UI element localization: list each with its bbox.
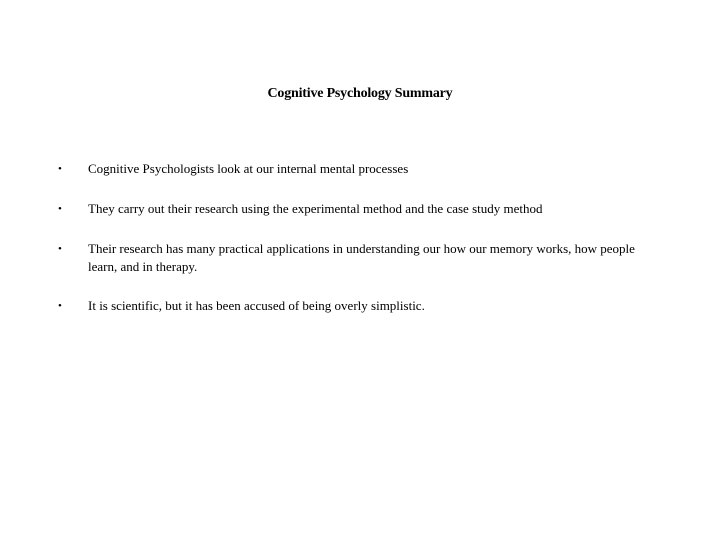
bullet-text: Cognitive Psychologists look at our internal mental processes [88, 161, 409, 176]
bullet-text: It is scientific, but it has been accused of being overly simplistic. [88, 298, 425, 313]
bullet-text: Their research has many practical applications in understanding our how our memory works, how people learn, and in therapy. [88, 241, 635, 274]
bullet-dot-icon: • [58, 203, 62, 215]
bullet-dot-icon: • [58, 300, 62, 312]
slide-title: Cognitive Psychology Summary [267, 86, 453, 101]
bullet-text: They carry out their research using the experimental method and the case study method [88, 201, 543, 216]
bullet-dot-icon: • [58, 163, 62, 175]
bullet-dot-icon: • [58, 243, 62, 255]
